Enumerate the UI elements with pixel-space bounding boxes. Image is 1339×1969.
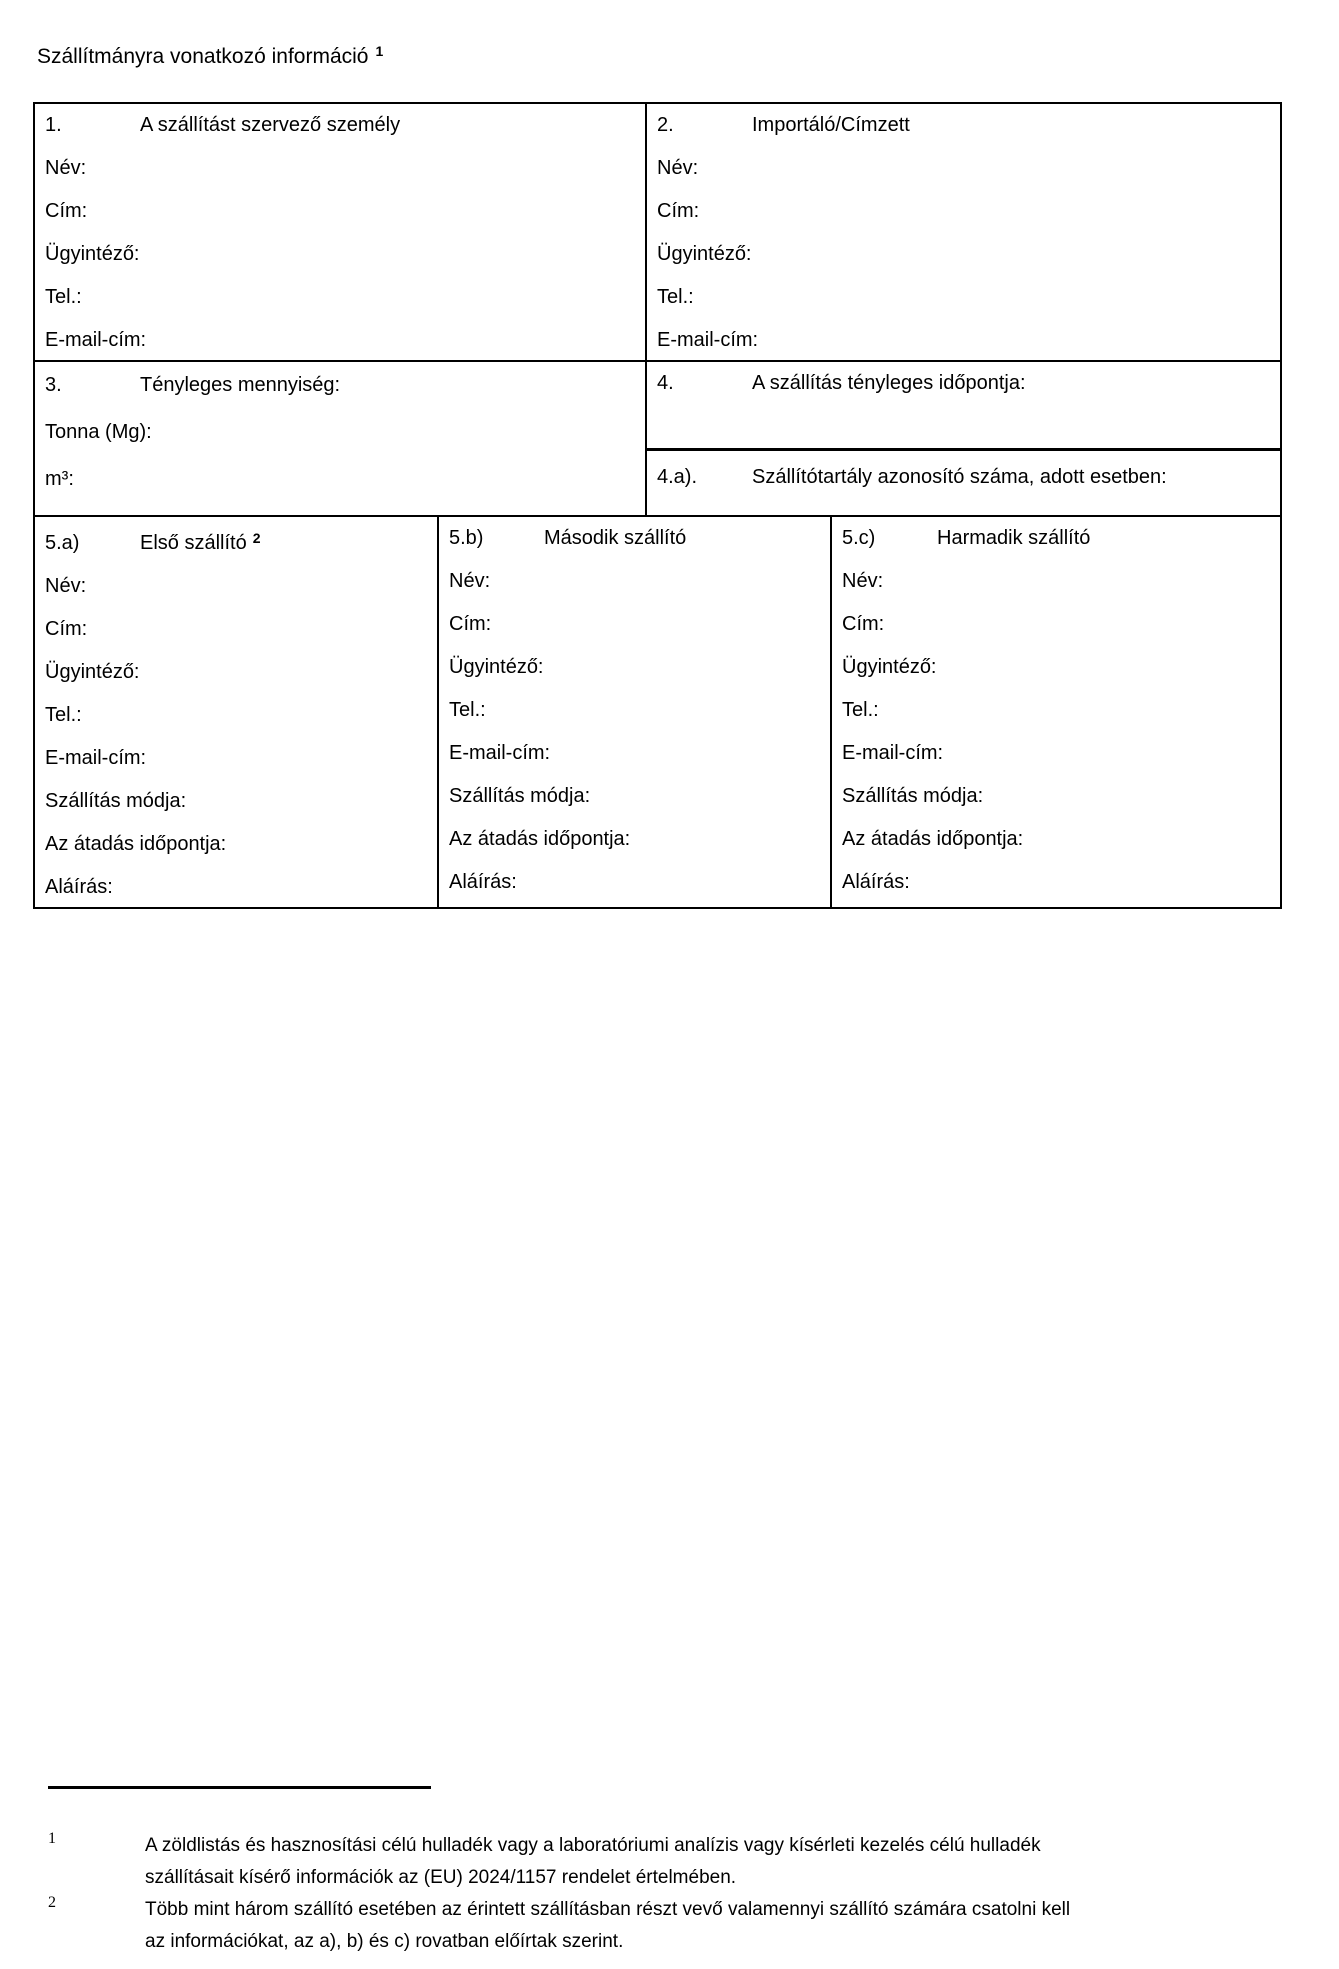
footnotes: [48, 1830, 1178, 1958]
field-label: Ügyintéző:: [45, 661, 140, 683]
field-label: Aláírás:: [842, 871, 910, 893]
cell-quantity-heading: Tényleges mennyiség:: [140, 374, 341, 396]
footnote-2-text: [145, 1894, 1178, 1958]
field-label: Cím:: [45, 200, 88, 222]
cell-organizer-number: 1.: [45, 114, 62, 136]
cell-shipment-date-header: [657, 362, 1270, 405]
carrier-footnote-ref: 2: [252, 530, 261, 546]
field-label: Cím:: [657, 200, 700, 222]
cell-second-carrier-heading: Második szállító: [544, 527, 687, 549]
field-label: Név:: [45, 157, 87, 179]
field-label: Cím:: [842, 613, 885, 635]
cell-importer-number: 2.: [657, 114, 674, 136]
field-label: E-mail-cím:: [842, 742, 944, 764]
footnote-1-text: [145, 1830, 1178, 1894]
field-label: Cím:: [449, 613, 492, 635]
field-label: Az átadás időpontja:: [842, 828, 1024, 850]
cell-first-carrier-header: [45, 517, 427, 565]
field-label: Név:: [45, 575, 87, 597]
page-title-text: Szállítmányra vonatkozó információ: [37, 45, 369, 68]
footnote-line: az információkat, az a), b) és c) rovatban előírtak szerint.: [145, 1931, 624, 1952]
field-label: Tel.:: [842, 699, 879, 721]
field-label: Aláírás:: [449, 871, 517, 893]
field-label: Név:: [449, 570, 491, 592]
cell-container-id: [647, 448, 1280, 515]
table-row-2: [35, 362, 1280, 517]
footnote-2-marker: 2: [48, 1894, 56, 1911]
cell-third-carrier-number: 5.c): [842, 527, 876, 549]
footnote-2: [48, 1894, 1178, 1958]
cell-first-carrier: [35, 517, 439, 907]
field-label: E-mail-cím:: [45, 329, 147, 351]
footnote-1: [48, 1830, 1178, 1894]
cell-quantity-header: [45, 362, 635, 409]
cell-quantity: [35, 362, 647, 515]
field-label: Aláírás:: [45, 876, 113, 898]
field-label: Tel.:: [45, 286, 82, 308]
cell-container-id-number: 4.a).: [657, 466, 698, 488]
field-label: E-mail-cím:: [45, 747, 147, 769]
cell-container-id-heading: Szállítótartály azonosító száma, adott esetben:: [752, 466, 1167, 488]
field-label: Név:: [657, 157, 699, 179]
cell-organizer: [35, 104, 647, 360]
field-label: m³:: [45, 468, 74, 490]
title-footnote-ref: 1: [375, 43, 384, 59]
field-label: Tonna (Mg):: [45, 421, 152, 443]
footnote-line: A zöldlistás és hasznosítási célú hulladék vagy a laboratóriumi analízis vagy kísérleti kezelés célú hulladék: [145, 1835, 1041, 1856]
footnote-1-marker: 1: [48, 1830, 56, 1847]
field-label: Szállítás módja:: [45, 790, 187, 812]
shipment-info-table: [33, 102, 1282, 909]
cell-first-carrier-number: 5.a): [45, 532, 80, 554]
field-label: Szállítás módja:: [842, 785, 984, 807]
cell-container-id-header: [657, 456, 1270, 499]
field-label: Cím:: [45, 618, 88, 640]
cell-shipment-date-number: 4.: [657, 372, 674, 394]
cell-second-carrier-header: [449, 517, 820, 560]
cell-organizer-heading: A szállítást szervező személy: [140, 114, 401, 136]
field-label: Tel.:: [657, 286, 694, 308]
field-label: E-mail-cím:: [449, 742, 551, 764]
field-label: E-mail-cím:: [657, 329, 759, 351]
table-row-1: [35, 104, 1280, 362]
field-label: Ügyintéző:: [657, 243, 752, 265]
footnote-separator: [48, 1786, 431, 1789]
cell-second-carrier: [439, 517, 832, 907]
cell-group-shipment: [647, 362, 1280, 515]
cell-importer-header: [657, 104, 1270, 147]
footnote-line: Több mint három szállító esetében az érintett szállításban részt vevő valamennyi szállító számára csatolni kell: [145, 1899, 1071, 1920]
field-label: Tel.:: [449, 699, 486, 721]
field-label: Tel.:: [45, 704, 82, 726]
field-label: Ügyintéző:: [842, 656, 937, 678]
cell-organizer-header: [45, 104, 635, 147]
cell-importer: [647, 104, 1280, 360]
cell-third-carrier: [832, 517, 1280, 907]
table-row-3: [35, 517, 1280, 907]
field-label: Ügyintéző:: [45, 243, 140, 265]
cell-third-carrier-header: [842, 517, 1270, 560]
cell-importer-heading: Importáló/Címzett: [752, 114, 910, 136]
cell-second-carrier-number: 5.b): [449, 527, 484, 549]
cell-first-carrier-heading: Első szállító: [140, 532, 247, 554]
cell-shipment-date: [647, 362, 1280, 448]
cell-third-carrier-heading: Harmadik szállító: [937, 527, 1091, 549]
cell-shipment-date-heading: A szállítás tényleges időpontja:: [752, 372, 1026, 394]
field-label: Az átadás időpontja:: [449, 828, 631, 850]
field-label: Az átadás időpontja:: [45, 833, 227, 855]
page-title: [37, 38, 383, 70]
footnote-line: szállításait kísérő információk az (EU) 2024/1157 rendelet értelmében.: [145, 1867, 737, 1888]
cell-quantity-number: 3.: [45, 374, 62, 396]
field-label: Szállítás módja:: [449, 785, 591, 807]
field-label: Ügyintéző:: [449, 656, 544, 678]
field-label: Név:: [842, 570, 884, 592]
